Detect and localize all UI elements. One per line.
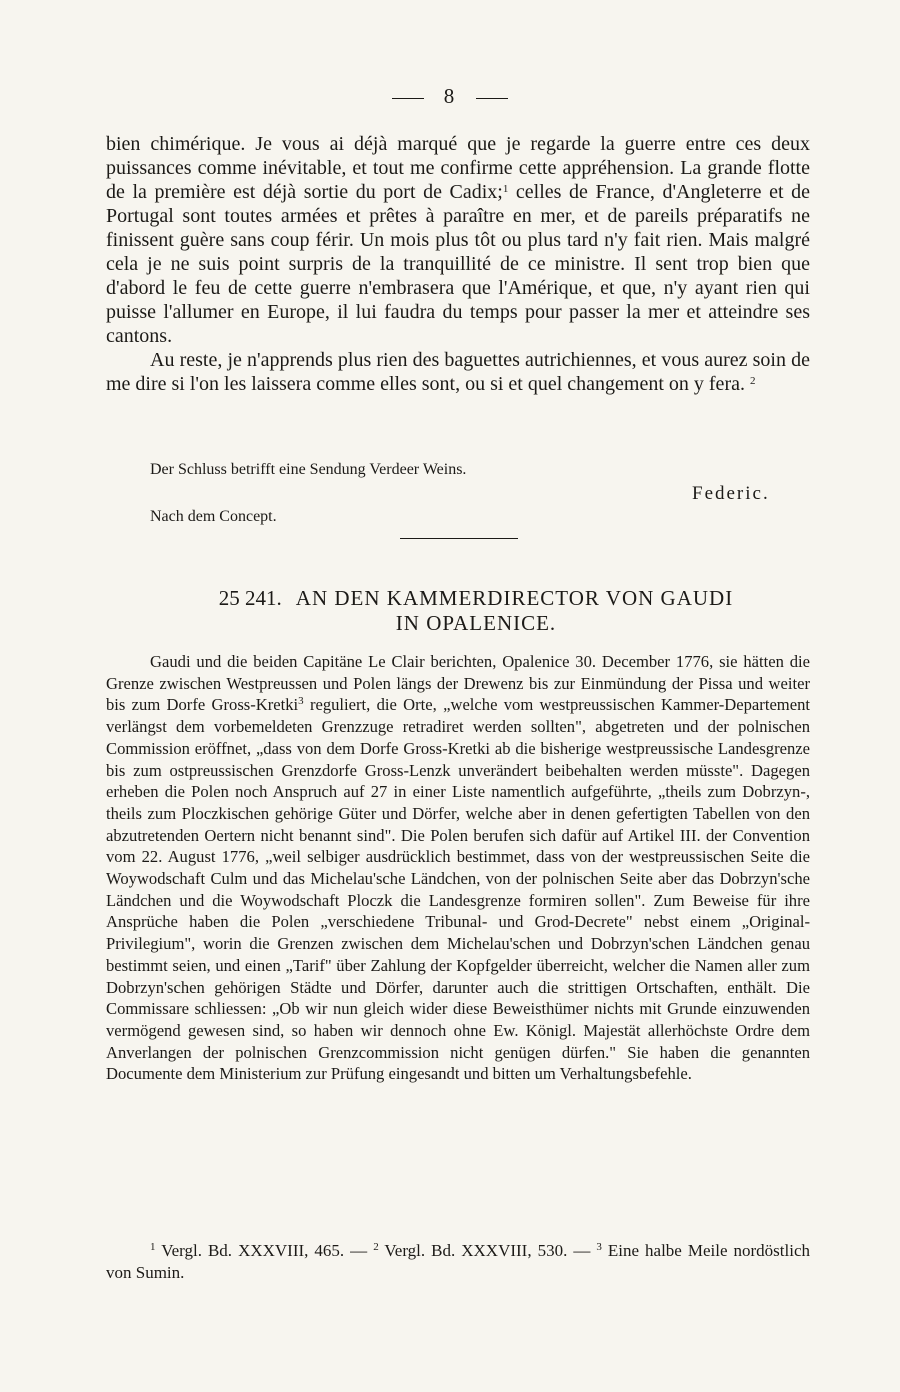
editor-note-ending: Der Schluss betrifft eine Sendung Verdeer Weins. — [150, 461, 467, 478]
footnote-mark-2: 2 — [749, 375, 756, 387]
dash-right — [476, 98, 508, 99]
footnote-mark-3: 3 — [298, 695, 304, 708]
letter-text — [106, 132, 810, 396]
page-number: 8 — [0, 84, 900, 109]
summary-text: Gaudi und die beiden Capitäne Le Clair berichten, Opalenice 30. December 1776, sie hätten die Grenze zwischen Westpreussen und Polen längs der Drewenz bis zur Einmündung der Pissa und weiter bis zum Dorfe Gross-Kretki$^3$ reguliert, die Orte, „welche vom westpreussischen Kammer-Departement verlängst dem vorbemeldeten Grenzzuge retradiret werden sollten", abgetreten und der polnischen Commission eröffnet, „dass von dem Dorfe Gross-Kretki ab die bisherige westpreussische Landesgrenze bis zum ostpreussischen Grenzdorfe Gross-Lenzk unverändert beibehalten werden müsste". Dagegen erheben die Polen noch Anspruch auf 27 in einer Liste namentlich aufgeführte, „theils zum Dobrzyn-, theils zum Ploczkischen gehörige Güter und Dörfer, welche aber in denen gefertigten Tabellen von den abzutretenden Oertern nicht benannt sind". Die Polen berufen sich dafür auf Artikel III. der Convention vom 22. August 1776, „weil selbiger ausdrücklich bestimmet, dass von der westpreussischen Seite die Woywodschaft Culm und das Michelau'sche Ländchen, von der polnischen Seite aber das Dobrzyn'sche Ländchen und die Woywodschaft Ploczk die Landesgrenze formiren sollen". Zum Beweise für ihre Ansprüche haben die Polen „verschiedene Tribunal- und Grod-Decrete" nebst einem „Original-Privilegium", worin die Grenzen zwischen dem Michelau'schen und Dobrzyn'schen Ländchen genau bestimmt seien, und einen „Tarif" über Zahlung der Kopfgelder überreicht, welcher die Namen aller zum Dobrzyn'schen gehörigen Städte und Dörfer, darunter auch die strittigen Ortschaften, enthält. Die Commissare schliessen: „Ob wir nun gleich wider diese Beweisthümer nichts mit Grunde einzuwenden vermögend gewesen sind, so haben wir dennoch ohne Ew. Königl. Majestät allerhöchste Ordre dem Anverlangen der polnischen Grenzcommission nicht genügen dürfen." Sie haben die genannten Documente dem Ministerium zur Prüfung eingesandt und bitten um Verhaltungsbefehle. — [106, 652, 810, 1084]
letter-number: 25 241. — [218, 586, 282, 610]
letter-paragraph-1: bien chimérique. Je vous ai déjà marqué que je regarde la guerre entre ces deux puissances comme inévitable, et tout me confirme cette appréhension. La grande flotte de la première est déjà sortie du port de Cadix;$^1$ celles de France, d'Angleterre et de Portugal sont toutes armées et prêtes à paraître en mer, et de pareils préparatifs ne finissent guère sans coup férir. Un mois plus tôt ou plus tard n'y fait rien. Mais malgré cela je ne suis point surpris de la tranquillité de ce ministre. Il sent trop bien que d'abord le feu de cette guerre n'embrasera que l'Amérique, et que, n'y ayant rien qui puisse l'allumer en Europe, il lui faudra du temps pour passer la mer et atteindre ses cantons. — [106, 133, 810, 347]
section-divider — [400, 538, 518, 539]
letter-heading — [106, 586, 846, 636]
footnotes: $^1$ Vergl. Bd. XXXVIII, 465. — $^2$ Vergl. Bd. XXXVIII, 530. — $^3$ Eine halbe Meile nordöstlich von Sumin. — [106, 1241, 811, 1282]
signature: Federic. — [692, 483, 770, 504]
footnote-mark-1: 1 — [502, 183, 509, 195]
editor-note-source: Nach dem Concept. — [150, 508, 277, 525]
dash-left — [392, 98, 424, 99]
letter-paragraph-2: Au reste, je n'apprends plus rien des baguettes autrichiennes, et vous aurez soin de me dire si l'on les laissera comme elles sont, ou si et quel changement on y fera. $^2$ — [106, 349, 810, 395]
heading-line-2: IN OPALENICE. — [395, 611, 557, 635]
heading-line-1: 25 241. AN DEN KAMMERDIRECTOR VON GAUDI — [218, 586, 734, 610]
